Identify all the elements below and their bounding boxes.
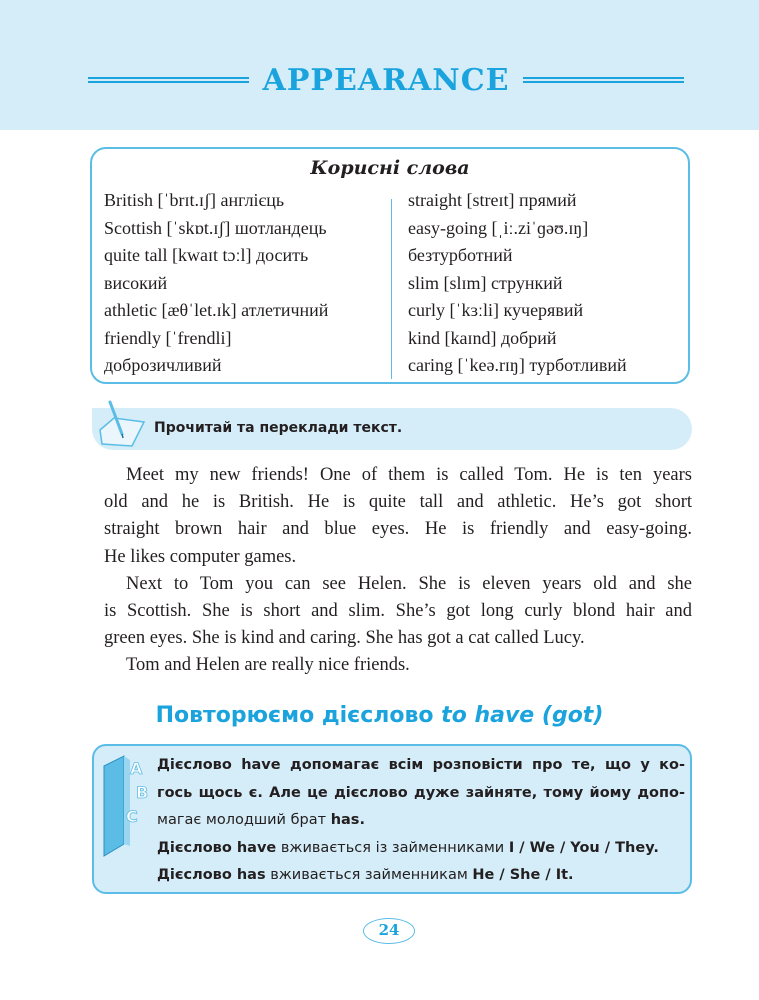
text-line: Meet my new friends! One of them is called Tom. He is ten years (126, 465, 692, 485)
vocab-line: easy-going [ˌiː.ziˈɡəʊ.ɪŋ] (408, 217, 589, 238)
section-heading-plain: Повторюємо дієслово (155, 703, 442, 728)
rule-line (157, 835, 685, 863)
text-line: straight brown hair and blue eyes. He is friendly and easy-going. (104, 519, 692, 540)
task-banner (92, 408, 692, 450)
rule-segment: магає молодший брат (157, 812, 331, 828)
rule-line (157, 807, 685, 835)
page-header (0, 0, 759, 130)
rule-keyword: He / She / It. (472, 867, 574, 883)
icon-letter-b: B (136, 783, 149, 802)
column-divider (391, 199, 392, 379)
vocabulary-left-column (104, 187, 328, 380)
rule-keyword: have (241, 757, 281, 773)
rule-keyword: has (330, 812, 360, 828)
icon-letter-a: A (130, 759, 143, 778)
notebook-pencil-icon (96, 400, 148, 452)
rule-line (157, 780, 685, 808)
rule-line (157, 862, 685, 890)
reading-text (104, 462, 692, 680)
vocab-line: British [ˈbrɪt.ɪʃ] англієць (104, 190, 285, 210)
rule-segment: гось щось є. Але це дієслово дуже зайняте, тому йому допо- (157, 784, 685, 801)
vocab-line: безтурботний (408, 245, 513, 265)
text-line: is Scottish. She is short and slim. She’s got long curly blond hair and (104, 601, 692, 622)
text-line: Tom and Helen are really nice friends. (126, 655, 410, 676)
title-line-left (88, 77, 249, 83)
abc-book-icon (100, 752, 150, 862)
vocab-line: quite tall [kwaɪt tɔːl] досить (104, 245, 309, 265)
rule-segment: Дієслово (157, 839, 237, 856)
text-line: old and he is British. He is quite tall and athletic. He’s got short (104, 492, 692, 513)
rule-segment: вживається займенникам (265, 867, 473, 883)
rule-segment: допомагає всім розповісти про те, що у ко- (280, 757, 685, 773)
page-number: 24 (363, 918, 415, 944)
rule-segment: . (359, 812, 365, 828)
title-row (88, 55, 684, 105)
rule-segment: Дієслово (157, 757, 242, 773)
rule-segment: вживається із займенниками (276, 839, 509, 856)
vocab-line: straight [streɪt] прямий (408, 190, 577, 210)
text-line: He likes computer games. (104, 546, 297, 567)
vocab-line: curly [ˈkɜːli] кучерявий (408, 300, 584, 320)
vocab-line: friendly [ˈfrendli] (104, 327, 232, 348)
rule-line (157, 752, 685, 780)
rule-keyword: have (236, 839, 277, 856)
vocab-line: Scottish [ˈskɒt.ɪʃ] шотландець (104, 217, 327, 238)
vocabulary-box (90, 147, 690, 384)
rule-text (157, 752, 685, 890)
vocabulary-title: Корисні слова (310, 157, 470, 179)
section-heading-italic: to have (got) (441, 703, 604, 728)
rule-keyword: has (236, 867, 266, 883)
section-heading (0, 703, 759, 728)
page-title: APPEARANCE (262, 62, 510, 98)
icon-letter-c: C (126, 807, 138, 826)
vocab-line: kind [kaɪnd] добрий (408, 327, 557, 348)
title-line-right (523, 77, 684, 83)
vocabulary-right-column (408, 187, 627, 380)
task-instruction: Прочитай та переклади текст. (154, 420, 403, 436)
grammar-rule-box (92, 744, 692, 894)
text-line: Next to Tom you can see Helen. She is eleven years old and she (126, 573, 692, 594)
rule-segment: Дієслово (157, 867, 237, 883)
vocab-line: caring [ˈkeə.rɪŋ] турботливий (408, 355, 627, 375)
vocab-line: athletic [æθˈlet.ɪk] атлетичний (104, 300, 329, 320)
vocab-line: доброзичливий (104, 355, 222, 375)
vocab-line: slim [slɪm] стрункий (408, 272, 563, 293)
vocab-line: високий (104, 272, 168, 293)
text-line: green eyes. She is kind and caring. She has got a cat called Lucy. (104, 628, 585, 649)
rule-keyword: I / We / You / They. (508, 839, 659, 856)
